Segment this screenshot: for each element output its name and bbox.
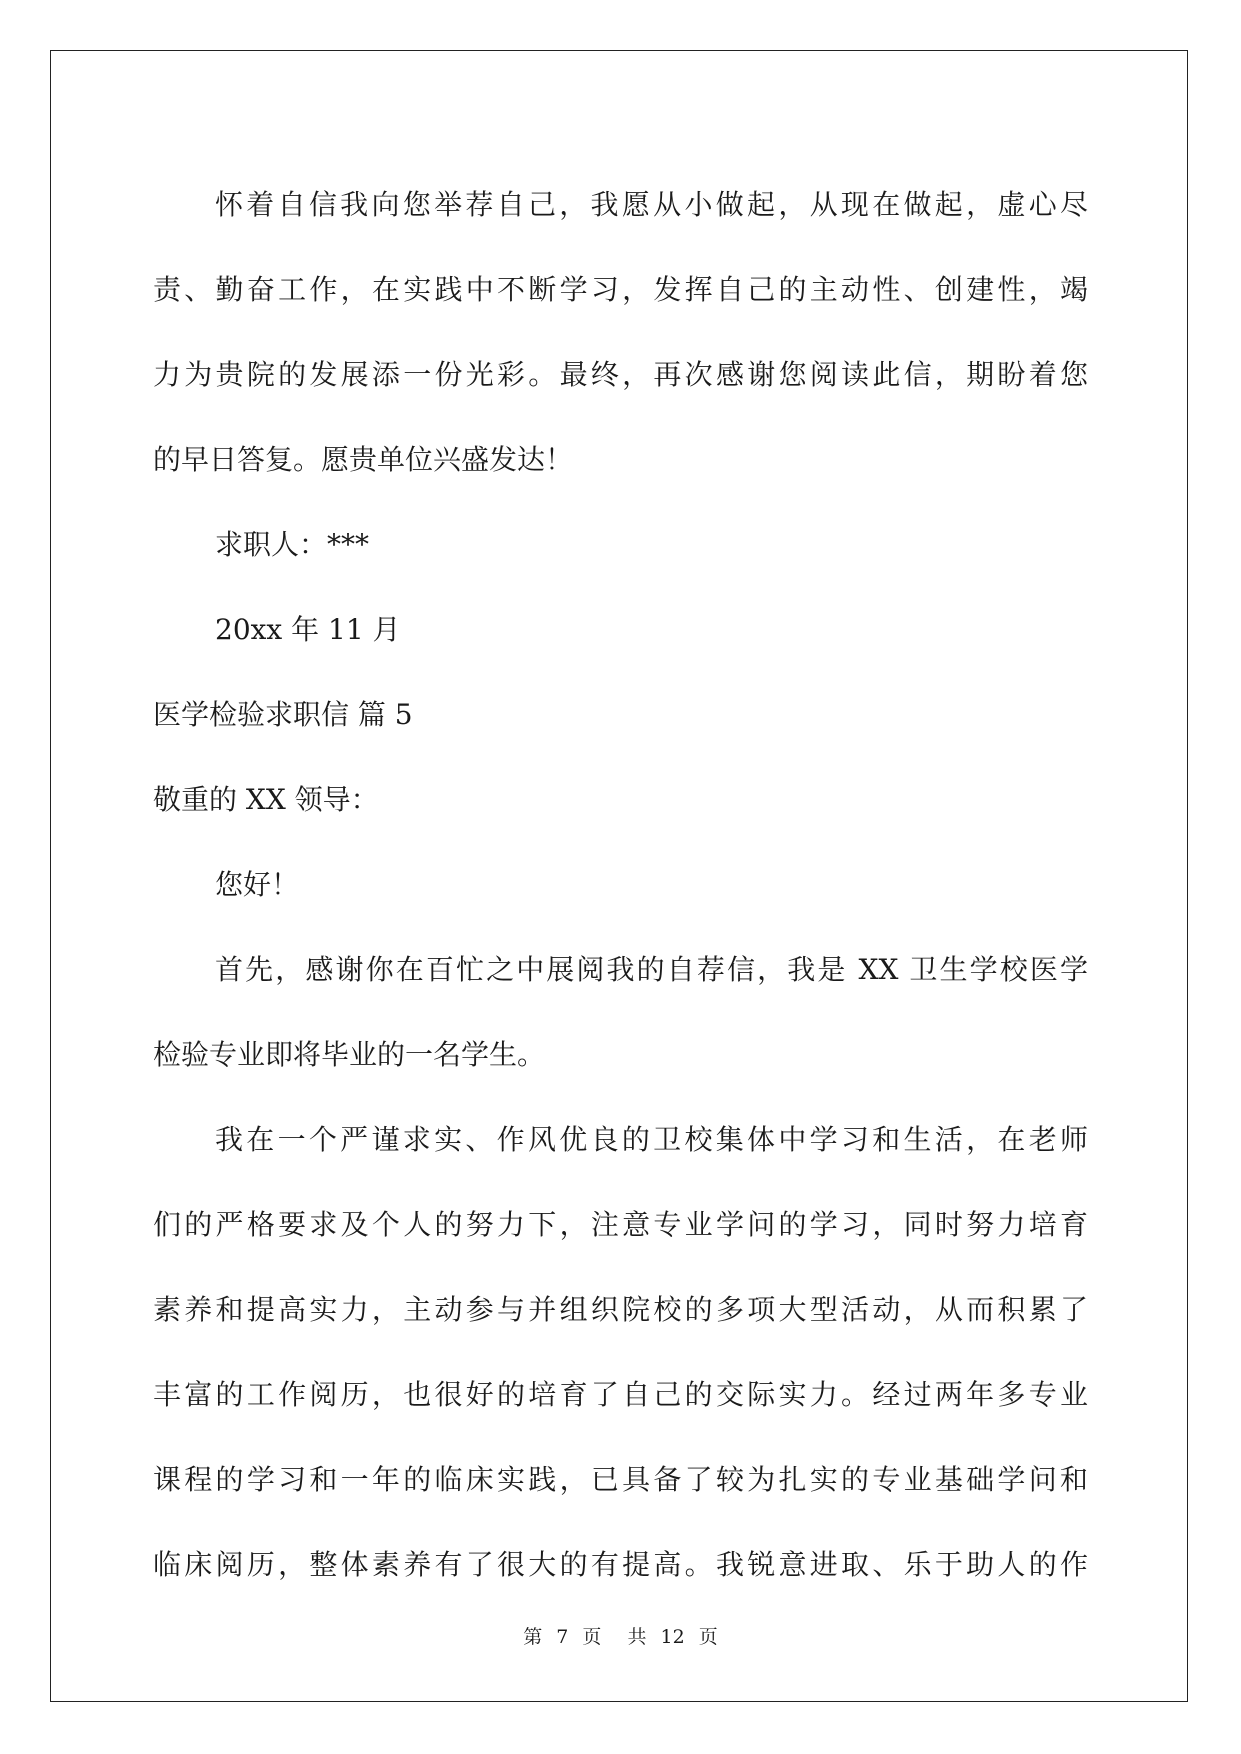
signature-line: 求职人：*** bbox=[215, 528, 370, 561]
page-footer bbox=[0, 1622, 1241, 1649]
text-line: 丰富的工作阅历，也很好的培育了自己的交际实力。经过两年多专业 bbox=[153, 1378, 1088, 1411]
text-line: 首先，感谢你在百忙之中展阅我的自荐信，我是 XX 卫生学校医学 bbox=[215, 953, 1088, 986]
text-line: 的早日答复。愿贵单位兴盛发达！ bbox=[153, 443, 574, 476]
greeting: 您好！ bbox=[215, 868, 300, 901]
document-body bbox=[153, 162, 1088, 1607]
text-line: 我在一个严谨求实、作风优良的卫校集体中学习和生活，在老师 bbox=[215, 1123, 1088, 1156]
text-line: 临床阅历，整体素养有了很大的有提高。我锐意进取、乐于助人的作 bbox=[153, 1548, 1088, 1581]
text-line: 们的严格要求及个人的努力下，注意专业学问的学习，同时努力培育 bbox=[153, 1208, 1088, 1241]
section-heading: 医学检验求职信 篇 5 bbox=[153, 698, 413, 731]
page-number: 第 7 页 bbox=[523, 1626, 602, 1648]
text-line: 课程的学习和一年的临床实践，已具备了较为扎实的专业基础学问和 bbox=[153, 1463, 1088, 1496]
salutation: 敬重的 XX 领导： bbox=[153, 783, 379, 816]
page-total: 共 12 页 bbox=[627, 1626, 718, 1648]
text-line: 责、勤奋工作，在实践中不断学习，发挥自己的主动性、创建性，竭 bbox=[153, 273, 1088, 306]
text-line: 力为贵院的发展添一份光彩。最终，再次感谢您阅读此信，期盼着您 bbox=[153, 358, 1088, 391]
date-line: 20xx 年 11 月 bbox=[215, 613, 401, 646]
text-line: 怀着自信我向您举荐自己，我愿从小做起，从现在做起，虚心尽 bbox=[215, 188, 1088, 221]
text-line: 素养和提高实力，主动参与并组织院校的多项大型活动，从而积累了 bbox=[153, 1293, 1088, 1326]
text-line: 检验专业即将毕业的一名学生。 bbox=[153, 1038, 546, 1071]
